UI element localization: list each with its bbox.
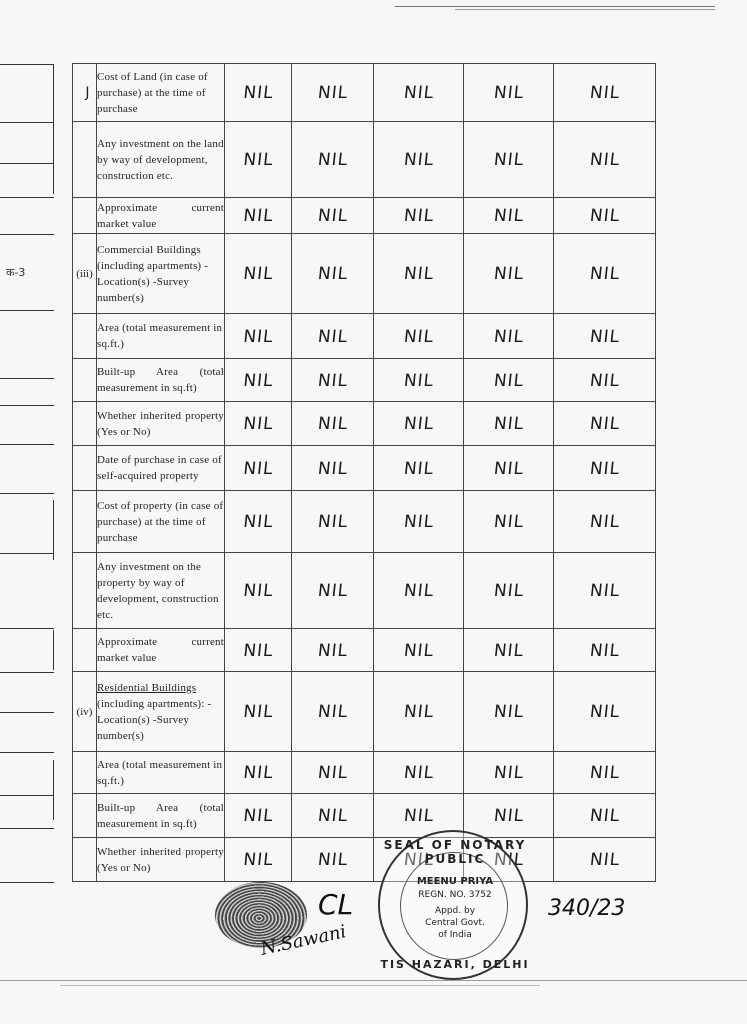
value-cell: NIL <box>371 402 466 446</box>
value-cell: NIL <box>550 64 658 122</box>
value-cell: NIL <box>287 234 377 314</box>
margin-vertical-rule <box>53 760 54 820</box>
value-cell: NIL <box>460 553 558 629</box>
value-cell: NIL <box>289 359 376 402</box>
row-description: Whether inherited property (Yes or No) <box>97 402 225 446</box>
margin-rule <box>0 712 54 713</box>
row-number-cell: (iv) <box>73 672 97 752</box>
value-cell: NIL <box>222 629 294 672</box>
value-cell: NIL <box>461 838 556 882</box>
check-mark: J <box>85 84 90 101</box>
row-number-cell: (iii) <box>73 234 97 314</box>
value-cell: NIL <box>550 553 660 629</box>
table-row <box>73 359 656 402</box>
value-cell: NIL <box>221 491 295 553</box>
row-number-cell <box>73 752 97 794</box>
margin-rule <box>0 163 54 164</box>
table-row <box>73 234 656 314</box>
scan-edge-line <box>0 980 747 981</box>
handwritten-initials: CL <box>318 888 354 921</box>
seal-line: Appd. by <box>434 906 476 916</box>
value-cell: NIL <box>370 64 466 122</box>
value-cell: NIL <box>369 234 467 314</box>
value-cell: NIL <box>459 234 557 314</box>
value-cell: NIL <box>460 122 558 198</box>
margin-vertical-rule <box>53 64 54 194</box>
value-cell: NIL <box>222 752 293 794</box>
margin-rule <box>0 672 54 673</box>
value-cell: NIL <box>551 752 657 794</box>
value-cell: NIL <box>371 752 465 794</box>
value-cell: NIL <box>220 672 295 752</box>
value-cell: NIL <box>369 672 467 752</box>
table-row <box>73 402 656 446</box>
value-cell: NIL <box>551 402 658 446</box>
table-row <box>73 752 656 794</box>
value-cell: NIL <box>289 838 376 882</box>
notary-seal <box>378 830 528 980</box>
value-cell: NIL <box>222 446 294 491</box>
margin-rule <box>0 378 54 379</box>
row-number-cell <box>73 359 97 402</box>
value-cell: NIL <box>222 314 294 359</box>
row-number-cell <box>73 198 97 234</box>
value-cell: NIL <box>289 314 376 359</box>
row-description: Approximate current market value <box>97 198 225 234</box>
seal-top-text: SEAL OF NOTARY PUBLIC <box>383 838 527 866</box>
value-cell: NIL <box>370 553 468 629</box>
value-cell: NIL <box>289 402 376 446</box>
margin-rule <box>0 882 54 883</box>
value-cell: NIL <box>222 359 294 402</box>
seal-name: MEENU PRIYA <box>416 876 494 887</box>
value-cell: NIL <box>461 794 556 838</box>
row-number-cell <box>73 491 97 553</box>
value-cell: NIL <box>370 122 468 198</box>
value-cell: NIL <box>287 672 377 752</box>
scan-edge-line <box>60 985 540 986</box>
value-cell: NIL <box>549 672 659 752</box>
margin-rule <box>0 444 54 445</box>
margin-rule <box>0 405 54 406</box>
value-cell: NIL <box>371 314 466 359</box>
value-cell: NIL <box>289 629 376 672</box>
margin-rule <box>0 197 54 198</box>
value-cell: NIL <box>460 491 557 553</box>
seal-line: of India <box>438 930 472 940</box>
row-description: Date of purchase in case of self-acquired property <box>97 446 225 491</box>
margin-rule <box>0 122 54 123</box>
value-cell: NIL <box>221 64 294 122</box>
row-number-cell <box>73 553 97 629</box>
row-description: Commercial Buildings (including apartments) -Location(s) -Survey number(s) <box>97 234 225 314</box>
value-cell: NIL <box>551 838 658 882</box>
value-cell: NIL <box>372 198 466 234</box>
table-row <box>73 446 656 491</box>
value-cell: NIL <box>461 314 556 359</box>
row-description: Any investment on the land by way of development, construction etc. <box>97 122 225 198</box>
margin-rule <box>0 64 54 65</box>
scan-edge-line <box>455 9 715 10</box>
table-row <box>73 64 656 122</box>
value-cell: NIL <box>288 491 377 553</box>
row-description: Any investment on the property by way of development, construction etc. <box>97 553 225 629</box>
value-cell: NIL <box>461 359 556 402</box>
value-cell: NIL <box>222 794 294 838</box>
margin-rule <box>0 553 54 554</box>
table-row <box>73 794 656 838</box>
value-cell: NIL <box>371 446 466 491</box>
margin-rule <box>0 310 54 311</box>
row-description: Built-up Area (total measurement in sq.ft) <box>97 359 225 402</box>
table-row <box>73 672 656 752</box>
value-cell: NIL <box>551 314 658 359</box>
value-cell: NIL <box>550 122 660 198</box>
value-cell: NIL <box>549 234 659 314</box>
margin-rule <box>0 493 54 494</box>
value-cell: NIL <box>551 359 658 402</box>
value-cell: NIL <box>222 838 294 882</box>
table-row <box>73 314 656 359</box>
margin-vertical-rule <box>53 630 54 670</box>
row-number-cell <box>73 402 97 446</box>
table-row <box>73 491 656 553</box>
value-cell: NIL <box>221 122 296 198</box>
row-description <box>97 672 225 752</box>
row-description-text: (including apartments): -Location(s) -Survey number(s) <box>97 697 212 742</box>
margin-label: क-3 <box>6 266 26 279</box>
row-number-cell <box>73 446 97 491</box>
value-cell: NIL <box>371 359 466 402</box>
margin-rule <box>0 628 54 629</box>
value-cell: NIL <box>288 122 378 198</box>
value-cell: NIL <box>460 64 556 122</box>
table-row <box>73 553 656 629</box>
table-row <box>73 198 656 234</box>
seal-registration: REGN. NO. 3752 <box>418 890 492 900</box>
row-description: Whether inherited property (Yes or No) <box>97 838 225 882</box>
row-number-cell <box>73 794 97 838</box>
value-cell: NIL <box>221 553 296 629</box>
value-cell: NIL <box>290 198 376 234</box>
section-title: Residential Buildings <box>97 681 197 694</box>
table-row <box>73 629 656 672</box>
value-cell: NIL <box>223 198 294 234</box>
page-number: 340/23 <box>548 896 626 921</box>
value-cell: NIL <box>461 446 556 491</box>
value-cell: NIL <box>550 491 659 553</box>
row-number-cell <box>73 838 97 882</box>
row-description: Area (total measurement in sq.ft.) <box>97 314 225 359</box>
margin-vertical-rule <box>53 500 54 560</box>
value-cell: NIL <box>551 446 658 491</box>
value-cell: NIL <box>551 629 658 672</box>
value-cell: NIL <box>220 234 295 314</box>
value-cell: NIL <box>461 402 556 446</box>
row-description: Built-up Area (total measurement in sq.ft) <box>97 794 225 838</box>
row-description: Cost of Land (in case of purchase) at the time of purchase <box>97 64 225 122</box>
seal-bottom-text: TIS HAZARI, DELHI <box>380 958 530 971</box>
value-cell: NIL <box>371 794 466 838</box>
row-number-cell <box>73 629 97 672</box>
value-cell: NIL <box>370 491 467 553</box>
value-cell: NIL <box>222 402 294 446</box>
scan-edge-line <box>395 6 715 7</box>
value-cell: NIL <box>461 752 555 794</box>
row-description: Area (total measurement in sq.ft.) <box>97 752 225 794</box>
value-cell: NIL <box>289 752 375 794</box>
value-cell: NIL <box>288 64 376 122</box>
signature: N.Sawani <box>258 921 349 960</box>
value-cell: NIL <box>371 838 466 882</box>
value-cell: NIL <box>371 629 466 672</box>
value-cell: NIL <box>551 794 658 838</box>
row-description: Cost of property (in case of purchase) at the time of purchase <box>97 491 225 553</box>
value-cell: NIL <box>289 794 376 838</box>
seal-line: Central Govt. <box>425 918 485 928</box>
row-number-cell <box>73 314 97 359</box>
row-number-cell <box>73 64 97 122</box>
value-cell: NIL <box>552 198 658 234</box>
value-cell: NIL <box>462 198 556 234</box>
assets-table <box>72 63 656 882</box>
value-cell: NIL <box>289 446 376 491</box>
value-cell: NIL <box>288 553 378 629</box>
margin-rule <box>0 234 54 235</box>
margin-rule <box>0 795 54 796</box>
table-row <box>73 838 656 882</box>
value-cell: NIL <box>461 629 556 672</box>
value-cell: NIL <box>459 672 557 752</box>
row-description: Approximate current market value <box>97 629 225 672</box>
margin-rule <box>0 752 54 753</box>
table-row <box>73 122 656 198</box>
margin-rule <box>0 828 54 829</box>
row-number-cell <box>73 122 97 198</box>
